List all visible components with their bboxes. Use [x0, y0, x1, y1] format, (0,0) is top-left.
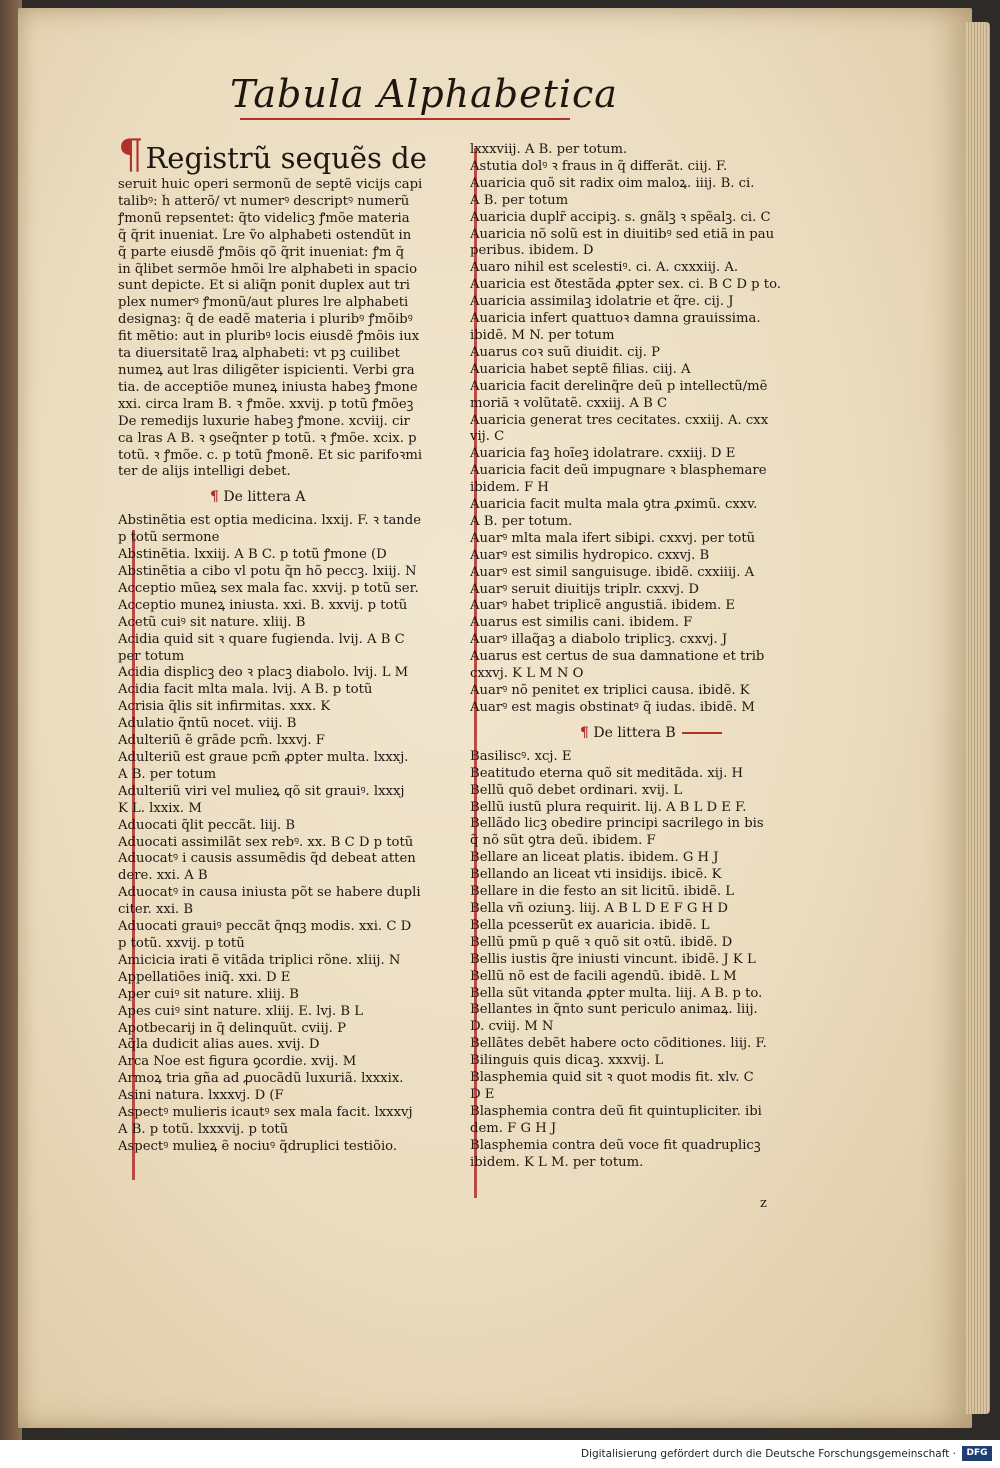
index-entry: Bellũ quõ debet ordinari. xvij. L — [470, 782, 683, 798]
index-entry: Auaricia est ðtestãda ꝓpter sex. ci. B C D p to. — [470, 277, 781, 293]
index-entry: lxxxviij. A B. per totum. — [470, 142, 628, 157]
pilcrow-icon: ¶ — [210, 489, 219, 506]
pilcrow-icon: ¶ — [580, 724, 589, 741]
footer-text: Digitalisierung gefördert durch die Deutsche Forschungsgemeinschaft · — [580, 1448, 956, 1460]
index-entry: Apes cuiꝰ sint nature. xliij. E. lvj. B L — [118, 1003, 364, 1019]
index-entry: Auaro nihil est scelestiꝰ. ci. A. cxxxiij. A. — [470, 260, 739, 276]
index-list-right-b — [470, 749, 810, 1172]
index-entry: Aq̃la dudicit alias aues. xvij. D — [118, 1037, 320, 1053]
intro-line: q̃ parte eiusdẽ ꝭmõis qõ q̃rit inueniat: ꝭm q̃ — [118, 244, 405, 260]
intro-line: tia. de acceptiõe muneꝝ iniusta habeꝫ ꝭmone — [118, 379, 418, 395]
index-entry: Auarus est similis cani. ibidem. F — [470, 615, 693, 631]
signature-mark: z — [760, 1196, 767, 1211]
index-entry: Arca Noe est figura ꝯcordie. xvij. M — [118, 1054, 357, 1070]
page-title: Tabula Alphabetica — [230, 72, 618, 116]
intro-line: plex numerꝰ ꝭmonũ/aut plures l̃re alphabeti — [118, 295, 409, 311]
section-heading-b-text: De littera B — [593, 724, 676, 741]
index-list-left — [118, 513, 456, 1155]
index-entry: Auarꝰ habet triplicẽ angustiã. ibidem. E — [470, 598, 736, 614]
left-column — [118, 132, 456, 1156]
index-entry: Beatitudo eterna quõ sit meditãda. xij. H — [470, 765, 743, 781]
index-entry: Abstinẽtia a cibo vl̃ potu q̃n hõ peccꝫ. lxiij. N — [118, 564, 417, 580]
index-entry: Bella pcesserũt ex auaricia. ibidẽ. L — [470, 917, 710, 933]
index-entry: Auarus est certus de sua damnatione et trib — [470, 649, 765, 665]
index-entry: Aduocatꝰ in causa iniusta põt se habere dupli — [118, 885, 421, 901]
intro-line: sunt depicte. Et si aliq̃n ponit duplex aut tri — [118, 278, 411, 294]
index-entry: Acidia facit mlt̃a mala. lvij. A B. p totũ — [118, 682, 373, 698]
index-entry: per totum — [118, 648, 185, 664]
index-entry: p totũ sermone — [118, 530, 220, 546]
intro-line: ca l̃ras A B. ꝛ ꝯseq̃nter p totũ. ꝛ ꝭmõe. xcix. p — [118, 430, 417, 446]
index-entry: Auaricia infert quattuoꝛ damna grauissima. — [470, 311, 761, 327]
index-entry: Bellũ iustũ plura requirit. lij. A B L D E F. — [470, 799, 747, 815]
index-entry: cxxvj. K L M N O — [470, 666, 584, 682]
index-entry: Armoꝝ tria gña ad ꝓuocãdũ luxuriã. lxxxix. — [118, 1071, 404, 1087]
index-entry: Auarꝰ est similis hydropico. cxxvj. B — [470, 547, 710, 563]
index-entry: D E — [470, 1086, 495, 1102]
index-entry: D. cviij. M N — [470, 1019, 554, 1035]
index-entry: dere. xxi. A B — [118, 868, 208, 884]
index-entry: q̃ nõ sũt ꝯtra deũ. ibidem. F — [470, 833, 656, 849]
index-list-right-a — [470, 142, 810, 717]
footer-bar — [0, 1440, 1000, 1468]
intro-line: numeꝝ aut l̃ras diligẽter i̇spicienti. Verbi gra — [118, 362, 415, 378]
section-rule — [682, 732, 722, 734]
index-entry: Adulteriũ viri vel mulieꝝ qõ sit grauiꝰ. lxxxj — [118, 783, 405, 799]
index-entry: Acceptio mũeꝝ sex mala fac. xxvij. p totũ ser. — [118, 580, 419, 596]
index-entry: Bellantes in q̃nto sunt periculo animaꝝ. liij. — [470, 1002, 758, 1018]
section-heading-a — [210, 487, 456, 507]
intro-line: ter de alijs intelligi debet. — [118, 464, 291, 480]
index-entry: citer. xxi. B — [118, 902, 194, 918]
index-entry: Auaricia assimilaꝫ idolatrie et q̃re. cij. J — [470, 294, 734, 310]
index-entry: ibidem. K L M. per totum. — [470, 1154, 644, 1170]
index-entry: Auaricia facit deũ impugnare ꝛ blasphemare — [470, 463, 767, 479]
index-entry: Auaricia nõ solũ est in diuitibꝰ sed etiã in pau — [470, 226, 775, 242]
section-heading-a-text: De littera A — [223, 489, 306, 506]
index-entry: Bellũ pmũ p quẽ ꝛ quõ sit oꝛtũ. ibidẽ. D — [470, 934, 733, 950]
index-entry: Appellatiões iniq̃. xxi. D E — [118, 969, 291, 985]
index-entry: Blasphemia contra deũ voce fit quadruplicꝫ — [470, 1137, 761, 1153]
index-entry: Amicicia irati ẽ vitãda triplici rõne. xliij. N — [118, 952, 401, 968]
index-entry: Acidia quid sit ꝛ quare fugienda. lvij. A B C — [118, 631, 405, 647]
index-entry: Blasphemia quid sit ꝛ quot modis fit. xlv. C — [470, 1070, 754, 1086]
intro-heading — [118, 132, 456, 178]
section-heading-b — [580, 723, 810, 743]
index-entry: Apotbecarij in q̃ delinquũt. cviij. P — [118, 1020, 346, 1036]
intro-line: fit mẽtio: aut in pluribꝰ locis eiusdẽ ꝭmõis iux — [118, 329, 420, 345]
index-entry: ibidem. F H — [470, 480, 549, 496]
right-column — [470, 142, 810, 1171]
intro-line: seruit huic operi sermonũ de septẽ vicijs capi — [118, 177, 423, 192]
index-entry: Acrisia q̃lis sit infirmitas. xxx. K — [118, 699, 331, 715]
title-underline — [240, 118, 570, 120]
index-entry: Bellare an liceat platis. ibidem. G H J — [470, 850, 719, 866]
intro-line: in q̃libet sermõe hmõi l̃re alphabeti in spacio — [118, 261, 418, 277]
index-entry: Auaricia quõ sit radix oim maloꝝ. iiij. B. ci. — [470, 175, 755, 191]
intro-line: totũ. ꝛ ꝭmõe. c. p totũ ꝭmonẽ. Et sic parifoꝛmi — [118, 447, 423, 463]
intro-line: De remedijs luxurie habeꝫ ꝭmone. xcviij. cir — [118, 413, 410, 429]
index-entry: Adulteriũ ẽ grãde pcm̃. lxxvj. F — [118, 733, 325, 749]
page-stack-edge — [966, 22, 990, 1414]
index-entry: vij. C — [470, 429, 505, 445]
index-entry: peribus. ibidem. D — [470, 243, 594, 259]
index-entry: Abstinẽtia. lxxiij. A B C. p totũ ꝭmone (D — [118, 547, 387, 563]
index-entry: A B. p totũ. lxxxvij. p totũ — [118, 1121, 289, 1137]
index-entry: Aduocati q̃lit̃ peccãt. liij. B — [118, 817, 296, 833]
index-entry: Aper cuiꝰ sit nature. xliij. B — [118, 986, 299, 1002]
index-entry: Blasphemia contra deũ fit quintupliciter. ibi — [470, 1103, 762, 1119]
index-entry: Auarꝰ illaq̃aꝫ a diabolo triplicꝫ. cxxvj. J — [470, 632, 728, 648]
index-entry: Bella vñ oziunꝫ. liij. A B L D E F G H D — [470, 900, 728, 916]
index-entry: K L. lxxix. M — [118, 800, 202, 816]
index-entry: Auaricia facit derelinq̃re deũ p intellectũ/mẽ — [470, 378, 768, 394]
index-entry: Auaricia facit multa mala ꝯtra ꝓximũ. cxxv. — [470, 497, 758, 513]
index-entry: Auarꝰ est simil̃ sanguisuge. ibidẽ. cxxiiij. A — [470, 564, 755, 580]
index-entry: Aduocati grauiꝰ peccãt q̃nqꝫ modis. xxi. C D — [118, 919, 412, 935]
index-entry: Auarꝰ mlt̃a mala i̇fert sibiꝑi. cxxvj. per totũ — [470, 530, 756, 546]
index-entry: Bella sũt vitanda ꝓpter multa. liij. A B. p to. — [470, 985, 763, 1001]
index-entry: Auarꝰ seruit diuitijs tripl̃r. cxxvj. D — [470, 581, 699, 597]
index-entry: Adulteriũ est graue pcm̃ ꝓpter multa. lxxxj. — [118, 750, 409, 765]
index-entry: Asini natura. lxxxvj. D (F — [118, 1088, 284, 1104]
index-entry: Bellũ nõ est de facili agendũ. ibidẽ. L M — [470, 968, 737, 984]
index-entry: ibidẽ. M N. per totum — [470, 327, 615, 343]
index-entry: Auaricia duplr̃ accipiꝫ. s. gnãlꝫ ꝛ spẽalꝫ. ci. C — [470, 209, 771, 225]
intro-heading-text: Registrũ sequẽs de — [145, 141, 427, 175]
index-entry: Aduocatꝰ i causis assumẽdis q̃d debeat atten — [118, 851, 416, 867]
intro-line: ta diuersitatẽ l̃raꝝ alphabeti: vt pꝫ cuilibet — [118, 346, 400, 362]
index-entry: Acetũ cuiꝰ sit nature. xliij. B — [118, 614, 306, 630]
index-entry: Auaricia faꝫ hoĩeꝫ idolatrare. cxxiij. D E — [470, 446, 736, 462]
index-entry: A B. per totum. — [470, 513, 573, 529]
index-entry: Aspectꝰ mulieꝝ ẽ nociuꝰ q̃druplici testiõio. — [118, 1138, 398, 1154]
index-entry: Bellãdo licꝫ obedire principi sacrilego in bis — [470, 816, 764, 832]
index-entry: Auarus coꝛ suũ diuidit. cij. P — [470, 344, 661, 360]
intro-line: designaꝫ: q̃ de eadẽ materia i pluribꝰ ꝭmõibꝰ — [118, 312, 413, 328]
intro-line: ꝭmonũ repsentet: q̃to videlicꝫ ꝭmõe materia — [118, 210, 410, 226]
index-entry: Aspectꝰ mulieris icautꝰ sex mala facit. lxxxvj — [118, 1105, 413, 1121]
index-entry: Bellãtes debẽt habere octo cõditiones. liij. F. — [470, 1036, 767, 1052]
index-entry: Bilinguis quis dicaꝫ. xxxvij. L — [470, 1053, 664, 1069]
intro-line: xxi. circa l̃ram B. ꝛ ꝭmõe. xxvij. p totũ ꝭmõeꝫ — [118, 396, 414, 412]
index-entry: Basiliscꝰ. xcj. E — [470, 748, 572, 764]
intro-paragraph — [118, 177, 456, 481]
index-entry: Auarꝰ est magis obstinatꝰ q̃ iudas. ibidẽ. M — [470, 699, 755, 715]
index-entry: Abstinẽtia est optia medicina. lxxij. F. ꝛ tande — [118, 513, 422, 529]
index-entry: p totũ. xxvij. p totũ — [118, 935, 245, 951]
index-entry: Acidia displicꝫ deo ꝛ placꝫ diabolo. lvij. L M — [118, 665, 409, 681]
index-entry: Auarꝰ nõ penitet ex triplici causa. ibidẽ. K — [470, 683, 750, 698]
index-entry: Auaricia habet septẽ filias. ciij. A — [470, 361, 691, 377]
index-entry: Auaricia generat tres cecitates. cxxiij. A. cxx — [470, 412, 769, 428]
index-entry: moriã ꝛ volũtatẽ. cxxiij. A B C — [470, 395, 668, 411]
index-entry: Acceptio muneꝝ iniusta. xxi. B. xxvij. p totũ — [118, 597, 408, 613]
index-entry: Adulatio q̃ntũ nocet. viij. B — [118, 716, 297, 732]
index-entry: A B. per totum — [470, 192, 569, 208]
dfg-logo: DFG — [962, 1446, 992, 1461]
intro-line: talibꝰ: ĥ atterõ/ vt numerꝰ descriptꝰ numerũ — [118, 193, 410, 209]
intro-line: q̃ q̃rit inueniat. L̃re ṽo alphabeti ostendũt in — [118, 227, 412, 243]
index-entry: Bellare in die festo an sit licitũ. ibidẽ. L — [470, 884, 735, 900]
index-entry: Aduocati assimilãt sex rebꝰ. xx. B C D p totũ — [118, 834, 414, 850]
index-entry: Astutia dolꝰ ꝛ fraus in q̃ differãt. ciij. F. — [470, 158, 728, 174]
index-entry: dem. F G H J — [470, 1120, 557, 1136]
index-entry: A B. per totum — [118, 766, 217, 782]
index-entry: Bellando an liceat vti insidijs. ibicẽ. K — [470, 867, 722, 883]
index-entry: Bellis iustis q̃re iniusti vincunt. ibidẽ. J K L — [470, 951, 756, 967]
pilcrow-icon: ¶ — [118, 132, 144, 178]
